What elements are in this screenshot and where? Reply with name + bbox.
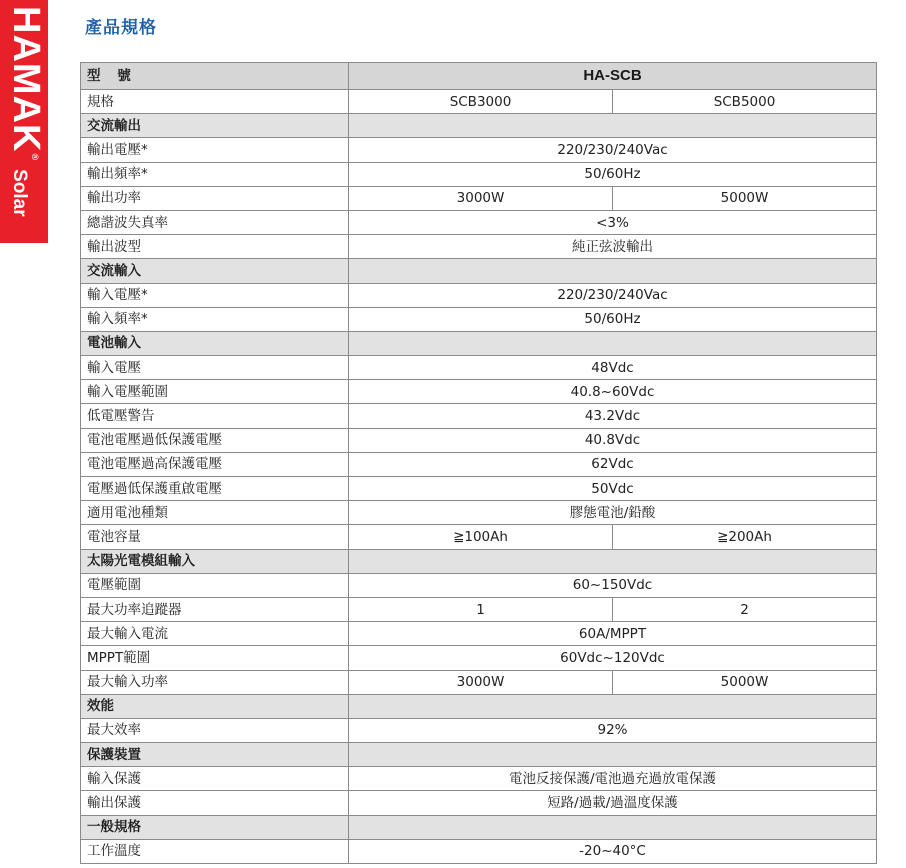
spec-value-scb5000: 5000W xyxy=(613,186,877,210)
spec-label: 最大效率 xyxy=(81,718,349,742)
table-row xyxy=(81,380,877,404)
spec-label: 輸入電壓* xyxy=(81,283,349,307)
table-row xyxy=(81,283,877,307)
spec-value-scb3000: 1 xyxy=(349,597,613,621)
spec-value: 40.8~60Vdc xyxy=(349,380,877,404)
spec-value: 膠態電池/鉛酸 xyxy=(349,501,877,525)
spec-value: 短路/過載/過溫度保護 xyxy=(349,791,877,815)
model-name: HA-SCB xyxy=(349,63,877,90)
spec-label: MPPT範圍 xyxy=(81,646,349,670)
spec-value: 60~150Vdc xyxy=(349,573,877,597)
spec-value: 50Vdc xyxy=(349,477,877,501)
spec-label: 工作溫度 xyxy=(81,839,349,863)
spec-label: 適用電池種類 xyxy=(81,501,349,525)
spec-value: 60A/MPPT xyxy=(349,622,877,646)
table-row xyxy=(81,356,877,380)
spec-value: 92% xyxy=(349,718,877,742)
table-row xyxy=(81,791,877,815)
category-row xyxy=(81,815,877,839)
table-row xyxy=(81,839,877,863)
spec-value: -20~40°C xyxy=(349,839,877,863)
spec-value: 220/230/240Vac xyxy=(349,138,877,162)
category-spacer xyxy=(349,259,877,283)
category-row xyxy=(81,743,877,767)
table-row xyxy=(81,597,877,621)
table-row xyxy=(81,428,877,452)
spec-label: 電池容量 xyxy=(81,525,349,549)
spec-value-scb5000: 2 xyxy=(613,597,877,621)
spec-value: 43.2Vdc xyxy=(349,404,877,428)
spec-value: 40.8Vdc xyxy=(349,428,877,452)
spec-label: 輸入電壓範圍 xyxy=(81,380,349,404)
spec-label: 電壓範圍 xyxy=(81,573,349,597)
section-title: 產品規格 xyxy=(85,18,157,38)
table-row xyxy=(81,210,877,234)
category-row xyxy=(81,259,877,283)
spec-value: 62Vdc xyxy=(349,452,877,476)
category-row xyxy=(81,549,877,573)
category-spacer xyxy=(349,815,877,839)
category-spacer xyxy=(349,114,877,138)
table-row xyxy=(81,404,877,428)
spec-value: 50/60Hz xyxy=(349,162,877,186)
spec-value: 50/60Hz xyxy=(349,307,877,331)
category-label: 效能 xyxy=(81,694,349,718)
spec-value-scb3000: SCB3000 xyxy=(349,90,613,114)
category-row xyxy=(81,114,877,138)
spec-value: <3% xyxy=(349,210,877,234)
table-row xyxy=(81,477,877,501)
model-label: 型 號 xyxy=(81,63,349,90)
table-row xyxy=(81,573,877,597)
registered-mark: ® xyxy=(30,153,40,161)
spec-value-scb3000: 3000W xyxy=(349,670,613,694)
spec-label: 輸出保護 xyxy=(81,791,349,815)
category-label: 交流輸入 xyxy=(81,259,349,283)
category-label: 交流輸出 xyxy=(81,114,349,138)
table-row xyxy=(81,670,877,694)
table-header-row xyxy=(81,63,877,90)
spec-value: 純正弦波輸出 xyxy=(349,235,877,259)
category-label: 保護裝置 xyxy=(81,743,349,767)
spec-value: 48Vdc xyxy=(349,356,877,380)
spec-value: 電池反接保護/電池過充過放電保護 xyxy=(349,767,877,791)
category-row xyxy=(81,331,877,355)
brand-logo xyxy=(4,6,48,217)
spec-label: 電池電壓過低保護電壓 xyxy=(81,428,349,452)
table-row xyxy=(81,162,877,186)
spec-value-scb5000: 5000W xyxy=(613,670,877,694)
spec-label: 電壓過低保護重啟電壓 xyxy=(81,477,349,501)
table-row xyxy=(81,525,877,549)
spec-label: 總諧波失真率 xyxy=(81,210,349,234)
spec-value-scb3000: ≧100Ah xyxy=(349,525,613,549)
category-label: 電池輸入 xyxy=(81,331,349,355)
category-spacer xyxy=(349,331,877,355)
spec-value: 220/230/240Vac xyxy=(349,283,877,307)
table-row xyxy=(81,622,877,646)
table-row xyxy=(81,718,877,742)
category-label: 一般規格 xyxy=(81,815,349,839)
table-row xyxy=(81,452,877,476)
brand-subtitle: Solar xyxy=(9,169,30,217)
spec-label: 輸入保護 xyxy=(81,767,349,791)
spec-label: 最大功率追蹤器 xyxy=(81,597,349,621)
table-row xyxy=(81,90,877,114)
spec-value-scb5000: SCB5000 xyxy=(613,90,877,114)
spec-label: 輸入電壓 xyxy=(81,356,349,380)
spec-label: 電池電壓過高保護電壓 xyxy=(81,452,349,476)
spec-label: 輸出波型 xyxy=(81,235,349,259)
table-row xyxy=(81,646,877,670)
table-row xyxy=(81,501,877,525)
table-row xyxy=(81,235,877,259)
category-spacer xyxy=(349,549,877,573)
spec-label: 最大輸入電流 xyxy=(81,622,349,646)
spec-label: 輸出功率 xyxy=(81,186,349,210)
table-row xyxy=(81,767,877,791)
spec-table xyxy=(80,62,877,864)
table-row xyxy=(81,138,877,162)
brand-name: HAMAK xyxy=(5,6,47,153)
table-row xyxy=(81,307,877,331)
spec-label: 輸出電壓* xyxy=(81,138,349,162)
category-spacer xyxy=(349,743,877,767)
spec-label: 最大輸入功率 xyxy=(81,670,349,694)
spec-value: 60Vdc~120Vdc xyxy=(349,646,877,670)
spec-label: 輸出頻率* xyxy=(81,162,349,186)
spec-value-scb3000: 3000W xyxy=(349,186,613,210)
spec-value-scb5000: ≧200Ah xyxy=(613,525,877,549)
category-spacer xyxy=(349,694,877,718)
spec-label: 規格 xyxy=(81,90,349,114)
spec-label: 輸入頻率* xyxy=(81,307,349,331)
category-label: 太陽光電模組輸入 xyxy=(81,549,349,573)
spec-label: 低電壓警告 xyxy=(81,404,349,428)
brand-logo-bar xyxy=(0,0,48,243)
category-row xyxy=(81,694,877,718)
table-row xyxy=(81,186,877,210)
